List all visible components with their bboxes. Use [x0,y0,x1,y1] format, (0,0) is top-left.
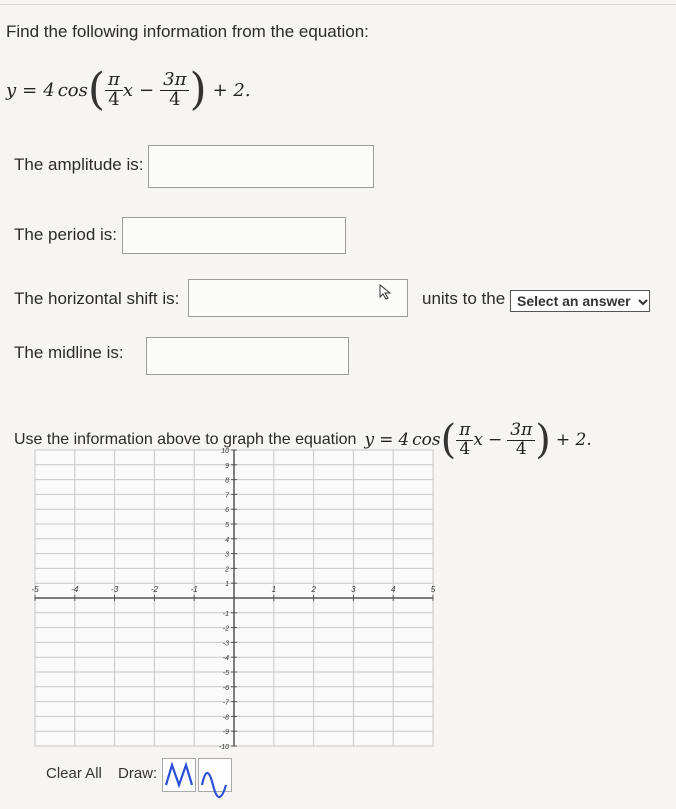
amplitude-input[interactable] [148,145,374,188]
eq2-lhs: y [364,430,375,450]
equation [6,64,251,115]
eq2-close-paren: ) [535,417,551,463]
eq-constant: + 2. [212,79,251,101]
eq-frac1: $\frac{\pi}{4}$ [105,71,123,110]
x-tick-label: -1 [190,585,198,594]
top-divider [0,4,676,5]
y-tick-label: 8 [225,477,229,485]
graph-instruction-text: Use the information above to graph the equation [14,431,357,448]
y-tick-label: 3 [225,551,229,559]
y-tick-label: -3 [222,640,229,648]
x-tick-label: -2 [150,585,158,594]
eq-func: cos [57,79,88,101]
clear-all-button[interactable]: Clear All [46,765,102,782]
direction-select[interactable] [510,290,650,312]
midline-label: The midline is: [14,343,124,362]
x-tick-label: 3 [351,585,356,594]
y-tick-label: -10 [218,744,229,751]
eq-open-paren: ( [87,64,106,115]
x-tick-label: 1 [271,585,277,594]
eq2-var: x [473,430,484,450]
eq2-coef: 4 [398,430,410,450]
x-tick-label: -5 [31,585,39,594]
y-tick-label: 1 [225,581,229,589]
horizontal-shift-input[interactable] [188,279,408,317]
eq2-frac1: $\frac{\pi}{4}$ [456,422,473,459]
y-tick-label: 6 [225,507,229,515]
amplitude-label: The amplitude is: [14,155,144,174]
y-tick-label: 4 [225,536,229,544]
y-tick-label: 10 [221,448,229,455]
coordinate-grid[interactable] [31,440,437,752]
y-tick-label: 9 [225,462,229,470]
graph-area[interactable] [31,440,437,757]
y-tick-label: -2 [222,625,229,633]
eq-var: x [122,79,134,101]
x-tick-label: 5 [430,585,436,594]
cosine-wave-tool-icon[interactable] [198,758,232,792]
draw-label: Draw: [118,765,158,782]
y-tick-label: -9 [222,729,229,737]
y-tick-label: -1 [222,610,229,618]
y-tick-label: -5 [222,670,229,677]
horizontal-shift-label: The horizontal shift is: [14,289,180,308]
eq-equals: = [22,79,38,101]
direction-select-value: Select an answer [517,293,631,309]
y-tick-label: 7 [225,492,229,500]
y-tick-label: -7 [222,699,229,707]
x-tick-label: -3 [111,585,119,594]
eq2-func: cos [412,430,441,450]
y-tick-label: 2 [225,566,229,574]
eq-minus: − [139,79,155,101]
mouse-cursor-icon [379,284,393,300]
eq2-constant: + 2. [555,430,592,450]
x-tick-label: 4 [390,585,396,594]
sine-wave-tool-icon[interactable] [162,758,196,792]
period-input[interactable] [122,217,346,254]
midline-input[interactable] [146,337,349,375]
eq-coef: 4 [43,79,55,101]
period-label: The period is: [14,225,117,244]
eq2-equals: = [379,430,394,450]
y-tick-label: -4 [222,655,229,663]
units-to-the-label: units to the [422,289,506,308]
eq2-open-paren: ( [440,417,457,463]
eq-lhs: y [6,79,17,101]
y-tick-label: 5 [225,522,229,529]
x-tick-label: 2 [311,585,316,594]
chevron-down-icon [638,298,648,306]
question-prompt: Find the following information from the equation: [6,22,369,41]
x-tick-label: -4 [71,585,79,594]
eq2-frac2: $\frac{3\pi}{4}$ [507,422,535,459]
eq-frac2: $\frac{3\pi}{4}$ [160,71,189,110]
y-tick-label: -6 [222,684,229,692]
y-tick-label: -8 [222,714,229,722]
eq2-minus: − [488,430,503,450]
eq-close-paren: ) [189,64,207,115]
